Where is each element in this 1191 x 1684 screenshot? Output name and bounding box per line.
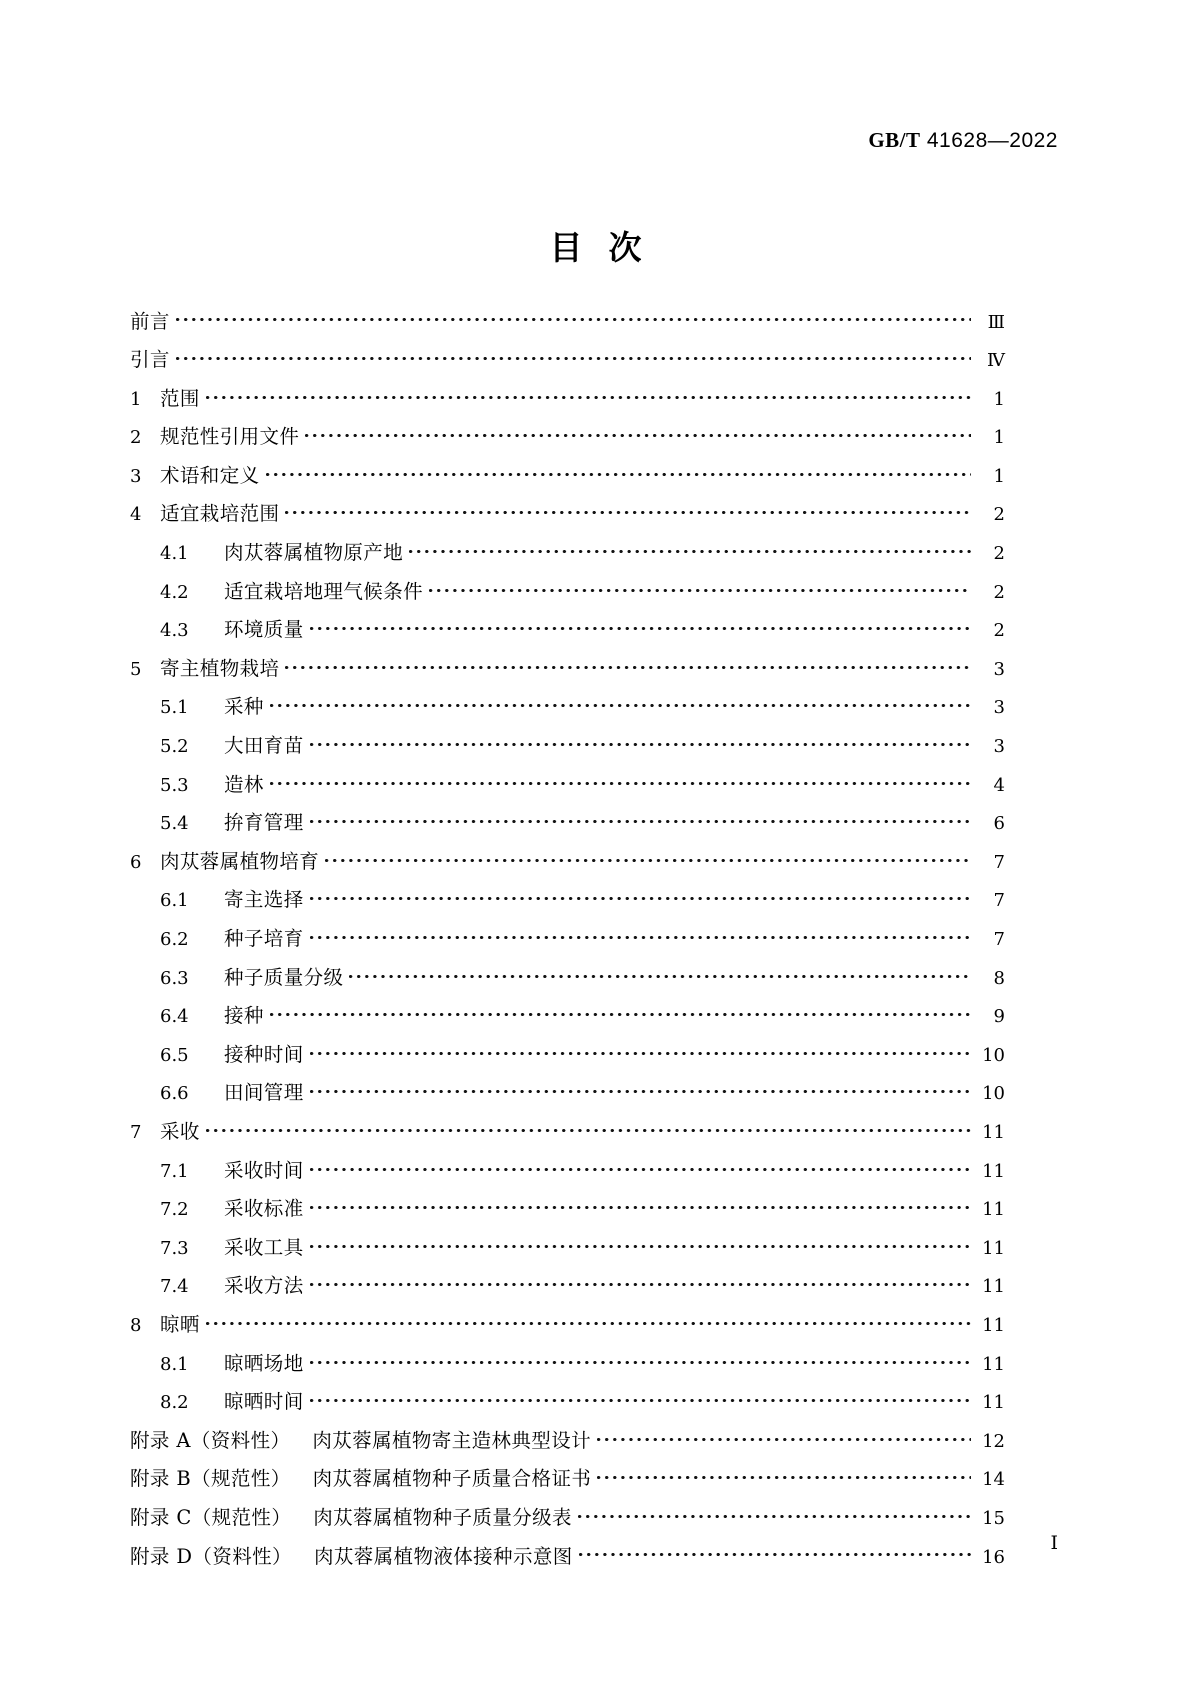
toc-leader-dots: [310, 1273, 971, 1293]
toc-entry[interactable]: [130, 1003, 1005, 1042]
toc-entry-page-number: 6: [993, 813, 1005, 835]
toc-entry-number: 8: [130, 1314, 142, 1336]
toc-leader-dots: [310, 887, 971, 907]
toc-entry-annex-title: 肉苁蓉属植物寄主造林典型设计: [312, 1428, 591, 1452]
standard-number-header: [868, 128, 1058, 153]
toc-entry[interactable]: [130, 617, 1005, 656]
toc-entry[interactable]: [130, 308, 1005, 347]
toc-leader-dots: [270, 694, 971, 714]
toc-entry-page-number: 8: [993, 967, 1005, 989]
toc-entry[interactable]: [130, 848, 1005, 887]
toc-entry-page-number: 2: [993, 543, 1005, 565]
toc-leader-dots: [409, 540, 971, 560]
toc-entry[interactable]: [130, 462, 1005, 501]
toc-entry-label: 接种时间: [224, 1042, 304, 1066]
toc-entry[interactable]: [130, 501, 1005, 540]
toc-entry-page-number: 11: [982, 1392, 1005, 1414]
toc-leader-dots: [285, 655, 971, 675]
toc-entry-label: 适宜栽培地理气候条件: [224, 579, 424, 603]
toc-entry-page-number: 10: [982, 1044, 1005, 1066]
toc-entry[interactable]: [130, 887, 1005, 926]
toc-leader-dots: [310, 1234, 971, 1254]
toc-leader-dots: [270, 771, 971, 791]
toc-leader-dots: [310, 926, 971, 946]
toc-entry-label: 拚育管理: [224, 811, 304, 835]
toc-leader-dots: [310, 1389, 971, 1409]
toc-entry[interactable]: [130, 347, 1005, 386]
footer-page-number: Ⅰ: [1050, 1532, 1058, 1554]
toc-entry-annex-title: 肉苁蓉属植物种子质量分级表: [313, 1505, 572, 1529]
toc-entry-number: 5.4: [160, 813, 189, 835]
page-title: 目次: [549, 228, 668, 267]
toc-entry-label: 田间管理: [224, 1081, 304, 1105]
toc-leader-dots: [270, 1003, 971, 1023]
toc-entry-label: 适宜栽培范围: [160, 502, 280, 526]
toc-entry[interactable]: [130, 694, 1005, 733]
toc-entry-number: 6.3: [160, 967, 189, 989]
toc-entry-page-number: 11: [982, 1353, 1005, 1375]
toc-entry-number: 7: [130, 1121, 142, 1143]
toc-entry-label: 造林: [224, 772, 264, 796]
toc-entry-number: 2: [130, 427, 142, 449]
toc-entry[interactable]: [130, 926, 1005, 965]
toc-entry-label: 附录 A（资料性）: [130, 1428, 291, 1452]
toc-entry-number: 6.4: [160, 1006, 189, 1028]
toc-leader-dots: [578, 1504, 971, 1524]
toc-entry-page-number: 11: [982, 1314, 1005, 1336]
toc-leader-dots: [206, 1118, 971, 1138]
toc-entry[interactable]: [130, 578, 1005, 617]
standard-prefix: GB/T: [868, 128, 921, 152]
toc-entry-page-number: 11: [982, 1199, 1005, 1221]
toc-entry-label: 寄主植物栽培: [160, 656, 280, 680]
toc-entry-label: 规范性引用文件: [160, 425, 300, 449]
toc-entry-page-number: 1: [993, 388, 1005, 410]
toc-entry[interactable]: [130, 1234, 1005, 1273]
toc-entry-number: 7.3: [160, 1237, 189, 1259]
toc-leader-dots: [310, 1080, 971, 1100]
toc-entry-page-number: Ⅲ: [987, 311, 1005, 333]
toc-entry-number: 4.2: [160, 581, 189, 603]
toc-entry-number: 4.1: [160, 543, 189, 565]
toc-entry-annex-title: 肉苁蓉属植物种子质量合格证书: [312, 1467, 592, 1491]
toc-entry-label: 寄主选择: [224, 888, 304, 912]
toc-entry-label: 肉苁蓉属植物培育: [160, 849, 320, 873]
toc-entry-number: 6.6: [160, 1083, 189, 1105]
toc-leader-dots: [579, 1543, 971, 1563]
toc-entry-number: 6.5: [160, 1044, 189, 1066]
toc-leader-dots: [310, 1350, 971, 1370]
toc-leader-dots: [206, 385, 971, 405]
toc-entry-label: 采收: [160, 1119, 200, 1143]
toc-entry-label: 采收时间: [224, 1158, 304, 1182]
toc-entry-page-number: 1: [993, 465, 1005, 487]
toc-entry-page-number: 2: [993, 620, 1005, 642]
table-of-contents: [130, 308, 1005, 1582]
toc-entry[interactable]: [130, 540, 1005, 579]
toc-entry-page-number: 7: [993, 890, 1005, 912]
toc-entry-page-number: 15: [982, 1507, 1005, 1529]
toc-entry-label: 采收工具: [224, 1235, 304, 1259]
toc-entry-label: 引言: [130, 348, 170, 372]
toc-leader-dots: [305, 424, 971, 444]
toc-entry[interactable]: [130, 1157, 1005, 1196]
toc-entry-page-number: 16: [982, 1546, 1005, 1568]
toc-leader-dots: [310, 810, 971, 830]
toc-entry-number: 1: [130, 388, 142, 410]
toc-entry[interactable]: [130, 1466, 1005, 1505]
toc-entry-number: 7.4: [160, 1276, 189, 1298]
toc-entry-label: 范围: [160, 386, 200, 410]
toc-leader-dots: [325, 848, 971, 868]
toc-leader-dots: [206, 1311, 971, 1331]
toc-entry-number: 5: [130, 658, 142, 680]
toc-leader-dots: [310, 617, 971, 637]
toc-entry-number: 8.2: [160, 1392, 189, 1414]
toc-entry[interactable]: [130, 1311, 1005, 1350]
toc-leader-dots: [597, 1466, 971, 1486]
toc-entry-number: 5.2: [160, 736, 189, 758]
toc-entry-page-number: 9: [993, 1006, 1005, 1028]
toc-entry-annex-title: 肉苁蓉属植物液体接种示意图: [313, 1544, 573, 1568]
toc-entry[interactable]: [130, 1504, 1005, 1543]
toc-entry-label: 采种: [224, 695, 264, 719]
toc-entry-label: 大田育苗: [224, 734, 304, 758]
standard-number: 41628—2022: [926, 129, 1058, 152]
toc-leader-dots: [349, 964, 971, 984]
toc-entry-label: 附录 B（规范性）: [130, 1467, 291, 1491]
toc-entry-number: 7.1: [160, 1160, 189, 1182]
toc-entry[interactable]: [130, 1427, 1005, 1466]
toc-entry-number: 4: [130, 504, 142, 526]
toc-entry-page-number: 11: [982, 1121, 1005, 1143]
toc-entry-page-number: 2: [993, 581, 1005, 603]
toc-entry[interactable]: [130, 733, 1005, 772]
toc-entry-number: 5.1: [160, 697, 189, 719]
toc-entry-label: 晾晒时间: [224, 1390, 304, 1414]
toc-entry-label: 环境质量: [224, 618, 304, 642]
toc-entry-label: 种子质量分级: [224, 965, 344, 989]
toc-entry-number: 6: [130, 851, 142, 873]
toc-leader-dots: [310, 1041, 971, 1061]
toc-entry-label: 晾晒: [160, 1312, 200, 1336]
toc-entry-label: 附录 C（规范性）: [130, 1505, 292, 1529]
toc-entry[interactable]: [130, 1118, 1005, 1157]
toc-entry-label: 采收标准: [224, 1197, 304, 1221]
toc-leader-dots: [310, 733, 971, 753]
toc-entry-page-number: 14: [982, 1469, 1005, 1491]
toc-leader-dots: [310, 1196, 971, 1216]
toc-leader-dots: [429, 578, 971, 598]
toc-entry-page-number: 7: [993, 929, 1005, 950]
toc-entry-label: 采收方法: [224, 1274, 304, 1298]
toc-entry[interactable]: [130, 385, 1005, 424]
toc-entry-page-number: 7: [993, 851, 1005, 873]
toc-entry-page-number: 3: [993, 658, 1005, 680]
toc-entry-page-number: 11: [982, 1276, 1005, 1298]
toc-entry-label: 附录 D（资料性）: [130, 1544, 292, 1568]
toc-entry-page-number: Ⅳ: [987, 350, 1005, 372]
toc-entry-page-number: 3: [993, 736, 1005, 758]
toc-entry-label: 术语和定义: [160, 463, 260, 487]
toc-entry-label: 晾晒场地: [224, 1351, 304, 1375]
toc-entry-page-number: 10: [982, 1083, 1005, 1105]
toc-entry[interactable]: [130, 1080, 1005, 1119]
toc-entry-label: 前言: [130, 309, 170, 333]
toc-entry-page-number: 1: [993, 427, 1005, 449]
toc-entry-page-number: 12: [982, 1430, 1005, 1452]
toc-entry-number: 6.1: [160, 890, 189, 912]
toc-entry-label: 接种: [224, 1004, 264, 1028]
toc-entry-page-number: 4: [993, 774, 1005, 796]
toc-entry[interactable]: [130, 771, 1005, 810]
toc-entry[interactable]: [130, 964, 1005, 1003]
toc-entry[interactable]: [130, 1350, 1005, 1389]
toc-entry-page-number: 3: [993, 697, 1005, 719]
toc-entry-page-number: 11: [982, 1160, 1005, 1182]
toc-leader-dots: [597, 1427, 971, 1447]
toc-leader-dots: [266, 462, 971, 482]
toc-entry-number: 4.3: [160, 620, 189, 642]
toc-entry-number: 7.2: [160, 1199, 189, 1221]
toc-entry-page-number: 2: [993, 504, 1005, 526]
toc-entry-label: 肉苁蓉属植物原产地: [224, 541, 404, 565]
toc-leader-dots: [176, 308, 971, 328]
toc-entry[interactable]: [130, 1273, 1005, 1312]
toc-entry-number: 8.1: [160, 1353, 189, 1375]
toc-entry[interactable]: [130, 1543, 1005, 1582]
toc-entry[interactable]: [130, 1389, 1005, 1428]
toc-entry-number: 3: [130, 465, 142, 487]
toc-entry-page-number: 11: [982, 1237, 1005, 1259]
toc-entry-label: 种子培育: [224, 927, 304, 950]
toc-leader-dots: [310, 1157, 971, 1177]
toc-entry[interactable]: [130, 655, 1005, 694]
toc-leader-dots: [285, 501, 971, 521]
toc-entry-number: 5.3: [160, 774, 189, 796]
toc-entry-number: 6.2: [160, 929, 189, 950]
toc-entry[interactable]: [130, 1041, 1005, 1080]
toc-entry[interactable]: [130, 1196, 1005, 1235]
toc-entry[interactable]: [130, 424, 1005, 463]
toc-leader-dots: [176, 347, 971, 367]
toc-entry[interactable]: [130, 810, 1005, 849]
